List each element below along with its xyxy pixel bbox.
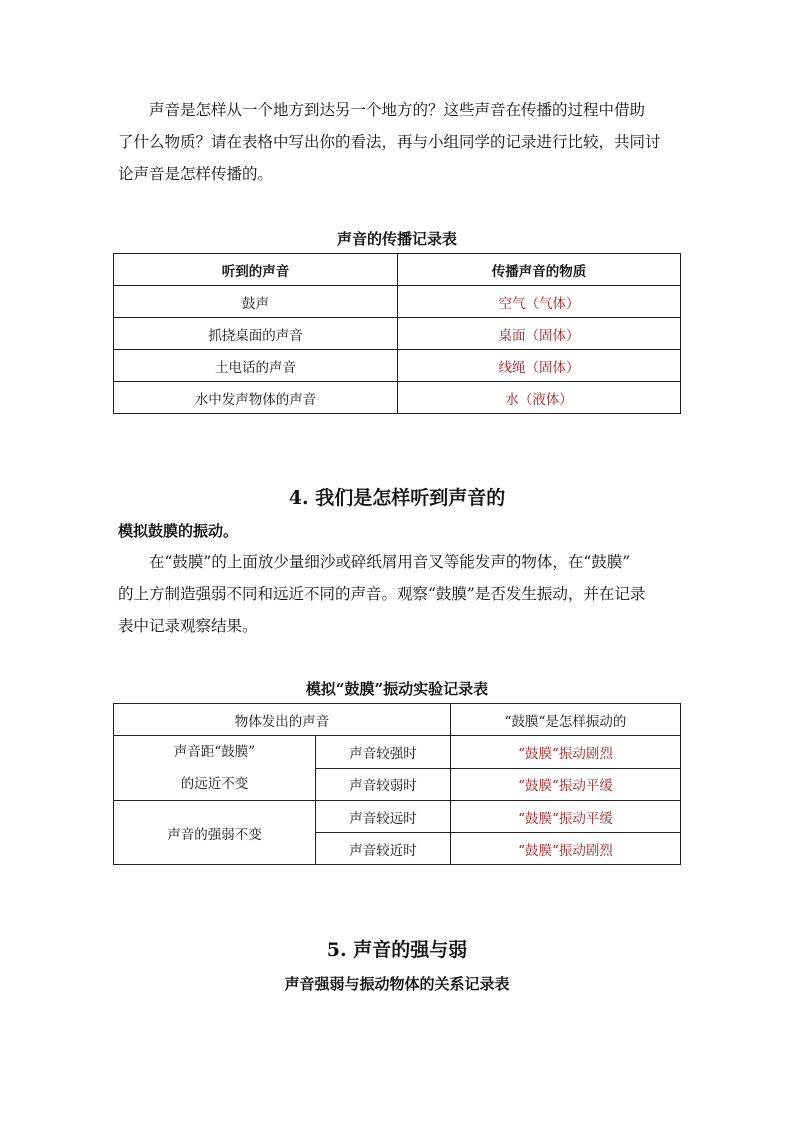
intro-line-3: 论声音是怎样传播的。: [118, 165, 274, 183]
table-row: [114, 736, 681, 769]
table-row: [114, 801, 681, 833]
section4-line-1: 在“鼓膜”的上面放少量细沙或碎纸屑用音叉等能发声的物体，在“鼓膜”: [149, 553, 631, 571]
group1-label-line-1: 声音距“鼓膜”: [173, 744, 256, 760]
table-cell: 声音较弱时: [316, 768, 451, 801]
table-row: [114, 382, 681, 414]
sound-propagation-table: [113, 253, 681, 414]
table-cell: 声音较远时: [316, 801, 451, 833]
table-cell: 鼓声: [114, 286, 398, 318]
table-header-row: [114, 704, 681, 736]
section5-caption: 声音强弱与振动物体的关系记录表: [284, 975, 510, 993]
table-cell: 声音较近时: [316, 833, 451, 865]
table-row: [114, 318, 681, 350]
table-header-cell: 传播声音的物质: [398, 254, 681, 286]
section5-heading: 5. 声音的强与弱: [326, 939, 468, 961]
group-label-cell: 声音的强弱不变: [114, 801, 316, 865]
eardrum-experiment-table: [113, 703, 681, 865]
table-cell-answer: 线绳（固体）: [398, 350, 681, 382]
table-header-row: [114, 254, 681, 286]
table-cell-answer: “鼓膜“振动平缓: [451, 801, 681, 833]
table-cell: 水中发声物体的声音: [114, 382, 398, 414]
table-cell-answer: “鼓膜“振动剧烈: [451, 736, 681, 769]
table-cell-answer: 空气（气体）: [398, 286, 681, 318]
group-label-cell: [114, 736, 316, 801]
table-cell: 土电话的声音: [114, 350, 398, 382]
table-cell-answer: “鼓膜“振动剧烈: [451, 833, 681, 865]
table2-caption: 模拟“鼓膜”振动实验记录表: [305, 680, 489, 698]
table1-caption: 声音的传播记录表: [336, 230, 457, 248]
table-cell-answer: 桌面（固体）: [398, 318, 681, 350]
group1-label-line-2: 的远近不变: [180, 776, 249, 792]
table-cell: 抓挠桌面的声音: [114, 318, 398, 350]
section4-paragraph: [118, 546, 678, 642]
table-cell-answer: 水（液体）: [398, 382, 681, 414]
table-cell-answer: “鼓膜“振动平缓: [451, 768, 681, 801]
table-header-cell: 物体发出的声音: [114, 704, 451, 736]
intro-line-2: 了什么物质？请在表格中写出你的看法，再与小组同学的记录进行比较，共同讨: [118, 133, 661, 151]
table-row: [114, 350, 681, 382]
section4-subheading: 模拟鼓膜的振动。: [118, 522, 239, 540]
table-cell: 声音较强时: [316, 736, 451, 769]
intro-paragraph: [118, 94, 678, 190]
section4-heading: 4. 我们是怎样听到声音的: [288, 487, 506, 509]
section4-line-3: 表中记录观察结果。: [118, 617, 258, 635]
table-row: [114, 286, 681, 318]
table-header-cell: “鼓膜“是怎样振动的: [451, 704, 681, 736]
section4-line-2: 的上方制造强弱不同和远近不同的声音。观察“鼓膜”是否发生振动，并在记录: [118, 585, 646, 603]
intro-line-1: 声音是怎样从一个地方到达另一个地方的？这些声音在传播的过程中借助: [149, 101, 646, 119]
table-header-cell: 听到的声音: [114, 254, 398, 286]
